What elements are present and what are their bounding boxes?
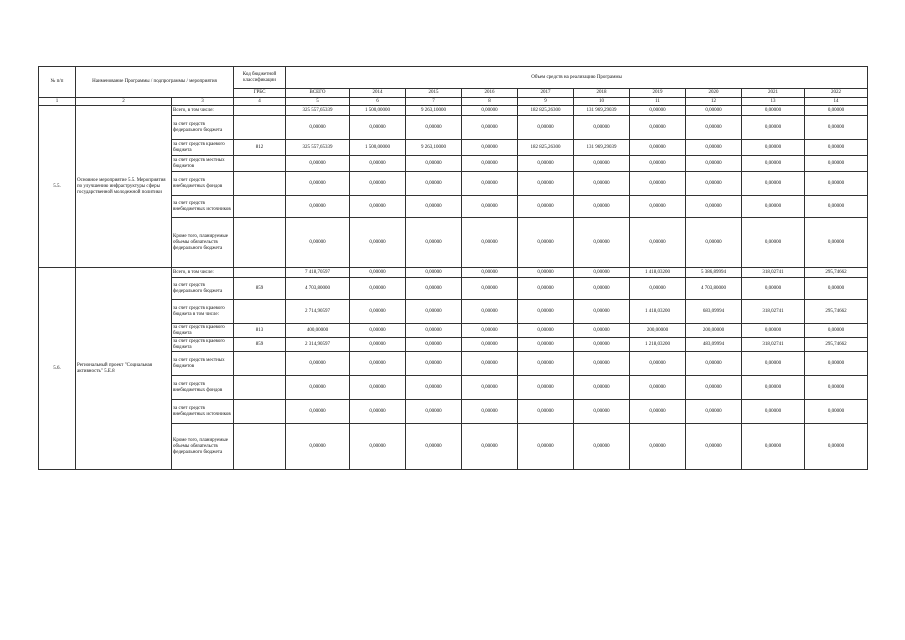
row-label: за счет средств федерального бюджета [172, 278, 234, 300]
value-cell: 0,00000 [462, 400, 518, 424]
index-cell: 3 [172, 98, 234, 106]
value-cell: 0,00000 [742, 218, 805, 268]
value-cell: 0,00000 [406, 400, 462, 424]
value-cell: 0,00000 [742, 352, 805, 376]
value-cell: 200,00000 [630, 324, 686, 338]
budget-table [38, 66, 868, 470]
value-cell: 0,00000 [686, 106, 742, 116]
value-cell: 0,00000 [406, 352, 462, 376]
section-number: 5.5. [39, 106, 76, 268]
value-cell: 0,00000 [406, 156, 462, 172]
row-grbs [234, 172, 286, 196]
value-cell: 0,00000 [805, 156, 868, 172]
row-grbs: 859 [234, 338, 286, 352]
value-cell: 0,00000 [686, 196, 742, 218]
value-cell: 4 703,80000 [286, 278, 350, 300]
value-cell: 0,00000 [350, 196, 406, 218]
value-cell: 0,00000 [350, 376, 406, 400]
value-cell: 1 218,03200 [630, 338, 686, 352]
value-cell: 683,09994 [686, 300, 742, 324]
value-cell: 0,00000 [350, 400, 406, 424]
row-label: Всего, в том числе: [172, 106, 234, 116]
index-cell: 7 [406, 98, 462, 106]
header-kbk: Код бюджетной классификации [234, 67, 286, 89]
value-cell: 0,00000 [462, 196, 518, 218]
value-cell: 0,00000 [686, 376, 742, 400]
value-cell: 0,00000 [686, 218, 742, 268]
row-grbs [234, 196, 286, 218]
value-cell: 0,00000 [686, 116, 742, 140]
value-cell: 0,00000 [805, 172, 868, 196]
value-cell: 0,00000 [574, 172, 630, 196]
value-cell: 0,00000 [406, 376, 462, 400]
value-cell: 0,00000 [574, 268, 630, 278]
value-cell: 0,00000 [518, 376, 574, 400]
row-grbs [234, 424, 286, 470]
row-grbs [234, 268, 286, 278]
value-cell: 0,00000 [742, 278, 805, 300]
value-cell: 131 969,29039 [574, 106, 630, 116]
value-cell: 1 500,00000 [350, 140, 406, 156]
value-cell: 0,00000 [805, 196, 868, 218]
row-label: Кроме того, планируемые объемы обязательств федерального бюджета [172, 218, 234, 268]
value-cell: 0,00000 [742, 172, 805, 196]
value-cell: 0,00000 [518, 352, 574, 376]
index-cell: 8 [462, 98, 518, 106]
row-grbs [234, 218, 286, 268]
value-cell: 0,00000 [630, 352, 686, 376]
value-cell: 0,00000 [462, 300, 518, 324]
value-cell: 0,00000 [630, 196, 686, 218]
value-cell: 2 714,90597 [286, 300, 350, 324]
value-cell: 0,00000 [805, 400, 868, 424]
value-cell: 295,74662 [805, 268, 868, 278]
section-name: Основное мероприятие 5.5. Мероприятия по улучшению инфраструктуры сферы государственной молодежной политики [76, 106, 172, 268]
value-cell: 483,09994 [686, 338, 742, 352]
row-grbs [234, 376, 286, 400]
value-cell: 295,74662 [805, 338, 868, 352]
table-row [39, 268, 868, 278]
value-cell: 0,00000 [805, 218, 868, 268]
index-cell: 6 [350, 98, 406, 106]
header-col-9: 2022 [805, 89, 868, 98]
value-cell: 0,00000 [286, 400, 350, 424]
value-cell: 0,00000 [686, 352, 742, 376]
index-cell: 4 [234, 98, 286, 106]
value-cell: 0,00000 [574, 352, 630, 376]
row-grbs [234, 156, 286, 172]
row-label: Всего, в том числе: [172, 268, 234, 278]
value-cell: 0,00000 [462, 338, 518, 352]
row-label: за счет средств внебюджетных источников [172, 400, 234, 424]
value-cell: 0,00000 [406, 172, 462, 196]
value-cell: 0,00000 [574, 324, 630, 338]
value-cell: 0,00000 [574, 338, 630, 352]
row-grbs [234, 352, 286, 376]
value-cell: 0,00000 [630, 156, 686, 172]
value-cell: 0,00000 [805, 424, 868, 470]
value-cell: 0,00000 [742, 156, 805, 172]
value-cell: 0,00000 [630, 424, 686, 470]
value-cell: 0,00000 [518, 196, 574, 218]
row-grbs: 812 [234, 140, 286, 156]
row-grbs [234, 116, 286, 140]
value-cell: 325 557,65339 [286, 106, 350, 116]
value-cell: 0,00000 [462, 376, 518, 400]
header-col-4: 2017 [518, 89, 574, 98]
value-cell: 0,00000 [406, 116, 462, 140]
row-label: за счет средств краевого бюджета [172, 140, 234, 156]
value-cell: 0,00000 [350, 116, 406, 140]
value-cell: 0,00000 [630, 218, 686, 268]
index-cell: 5 [286, 98, 350, 106]
value-cell: 0,00000 [518, 116, 574, 140]
value-cell: 0,00000 [518, 156, 574, 172]
value-cell: 0,00000 [518, 278, 574, 300]
value-cell: 2 314,90597 [286, 338, 350, 352]
row-label: за счет средств краевого бюджета в том числе: [172, 300, 234, 324]
value-cell: 0,00000 [742, 116, 805, 140]
value-cell: 0,00000 [350, 324, 406, 338]
index-cell: 2 [76, 98, 172, 106]
header-volume: Объем средств на реализацию Программы [286, 67, 868, 89]
value-cell: 0,00000 [805, 106, 868, 116]
value-cell: 318,02741 [742, 268, 805, 278]
value-cell: 0,00000 [462, 218, 518, 268]
value-cell: 0,00000 [686, 424, 742, 470]
value-cell: 0,00000 [518, 338, 574, 352]
value-cell: 0,00000 [518, 424, 574, 470]
index-cell: 14 [805, 98, 868, 106]
value-cell: 0,00000 [574, 300, 630, 324]
value-cell: 0,00000 [630, 278, 686, 300]
value-cell: 0,00000 [462, 268, 518, 278]
header-col-7: 2020 [686, 89, 742, 98]
row-label: за счет средств краевого бюджета [172, 338, 234, 352]
header-col-5: 2018 [574, 89, 630, 98]
value-cell: 0,00000 [406, 196, 462, 218]
value-cell: 0,00000 [406, 424, 462, 470]
value-cell: 182 825,26300 [518, 106, 574, 116]
index-cell: 11 [630, 98, 686, 106]
row-label: за счет средств местных бюджетов [172, 156, 234, 172]
value-cell: 0,00000 [462, 278, 518, 300]
value-cell: 0,00000 [742, 324, 805, 338]
value-cell: 0,00000 [742, 424, 805, 470]
table-row [39, 106, 868, 116]
value-cell: 0,00000 [630, 106, 686, 116]
value-cell: 0,00000 [805, 140, 868, 156]
value-cell: 0,00000 [805, 352, 868, 376]
value-cell: 0,00000 [742, 400, 805, 424]
header-col-1: 2014 [350, 89, 406, 98]
value-cell: 0,00000 [630, 140, 686, 156]
value-cell: 0,00000 [805, 376, 868, 400]
table-body [39, 67, 868, 470]
value-cell: 0,00000 [286, 352, 350, 376]
row-grbs: 813 [234, 324, 286, 338]
value-cell: 0,00000 [406, 278, 462, 300]
value-cell: 0,00000 [286, 218, 350, 268]
value-cell: 0,00000 [630, 376, 686, 400]
value-cell: 0,00000 [350, 352, 406, 376]
row-label: за счет средств краевого бюджета [172, 324, 234, 338]
value-cell: 0,00000 [350, 268, 406, 278]
value-cell: 0,00000 [286, 116, 350, 140]
index-cell: 10 [574, 98, 630, 106]
section-number: 5.6. [39, 268, 76, 470]
header-grbs: ГРБС [234, 89, 286, 98]
value-cell: 5 386,89994 [686, 268, 742, 278]
value-cell: 0,00000 [574, 156, 630, 172]
header-col-0: ВСЕГО [286, 89, 350, 98]
value-cell: 0,00000 [518, 172, 574, 196]
value-cell: 0,00000 [518, 400, 574, 424]
value-cell: 325 557,65339 [286, 140, 350, 156]
row-label: за счет средств внебюджетных фондов [172, 376, 234, 400]
value-cell: 0,00000 [462, 172, 518, 196]
value-cell: 0,00000 [350, 278, 406, 300]
value-cell: 0,00000 [742, 106, 805, 116]
value-cell: 0,00000 [350, 424, 406, 470]
value-cell: 1 418,03200 [630, 300, 686, 324]
index-cell: 1 [39, 98, 76, 106]
index-row [39, 98, 868, 106]
value-cell: 0,00000 [574, 196, 630, 218]
value-cell: 9 263,10000 [406, 106, 462, 116]
value-cell: 318,02741 [742, 300, 805, 324]
value-cell: 0,00000 [462, 352, 518, 376]
value-cell: 0,00000 [286, 172, 350, 196]
value-cell: 0,00000 [462, 324, 518, 338]
value-cell: 0,00000 [406, 218, 462, 268]
value-cell: 400,00000 [286, 324, 350, 338]
section-name: Региональный проект "Социальная активность" 5.Е.8 [76, 268, 172, 470]
header-row-1 [39, 67, 868, 89]
value-cell: 0,00000 [805, 116, 868, 140]
value-cell: 0,00000 [742, 196, 805, 218]
value-cell: 0,00000 [742, 140, 805, 156]
value-cell: 0,00000 [686, 156, 742, 172]
value-cell: 1 418,03200 [630, 268, 686, 278]
row-grbs: 859 [234, 278, 286, 300]
value-cell: 0,00000 [686, 172, 742, 196]
value-cell: 318,02741 [742, 338, 805, 352]
index-cell: 9 [518, 98, 574, 106]
value-cell: 0,00000 [350, 156, 406, 172]
value-cell: 0,00000 [574, 400, 630, 424]
value-cell: 0,00000 [350, 338, 406, 352]
value-cell: 9 263,10000 [406, 140, 462, 156]
row-grbs [234, 300, 286, 324]
value-cell: 0,00000 [350, 300, 406, 324]
value-cell: 0,00000 [518, 300, 574, 324]
header-num: № п/п [39, 67, 76, 98]
row-label: за счет средств внебюджетных фондов [172, 172, 234, 196]
value-cell: 0,00000 [518, 324, 574, 338]
value-cell: 131 969,29039 [574, 140, 630, 156]
row-label: за счет средств внебюджетных источников [172, 196, 234, 218]
document-page [38, 66, 868, 470]
value-cell: 0,00000 [286, 196, 350, 218]
row-grbs [234, 106, 286, 116]
value-cell: 0,00000 [574, 376, 630, 400]
value-cell: 0,00000 [630, 116, 686, 140]
value-cell: 0,00000 [574, 116, 630, 140]
value-cell: 0,00000 [630, 172, 686, 196]
value-cell: 0,00000 [406, 324, 462, 338]
value-cell: 0,00000 [406, 300, 462, 324]
value-cell: 0,00000 [686, 400, 742, 424]
value-cell: 0,00000 [462, 140, 518, 156]
value-cell: 0,00000 [518, 218, 574, 268]
value-cell: 1 500,00000 [350, 106, 406, 116]
value-cell: 0,00000 [350, 172, 406, 196]
value-cell: 0,00000 [406, 338, 462, 352]
value-cell: 0,00000 [350, 218, 406, 268]
value-cell: 0,00000 [574, 424, 630, 470]
value-cell: 0,00000 [742, 376, 805, 400]
header-col-2: 2015 [406, 89, 462, 98]
value-cell: 0,00000 [574, 218, 630, 268]
value-cell: 0,00000 [286, 376, 350, 400]
value-cell: 295,74662 [805, 300, 868, 324]
row-grbs [234, 400, 286, 424]
value-cell: 0,00000 [805, 278, 868, 300]
value-cell: 0,00000 [462, 424, 518, 470]
index-cell: 13 [742, 98, 805, 106]
header-col-8: 2021 [742, 89, 805, 98]
header-col-3: 2016 [462, 89, 518, 98]
value-cell: 4 703,80000 [686, 278, 742, 300]
value-cell: 0,00000 [518, 268, 574, 278]
value-cell: 0,00000 [805, 324, 868, 338]
row-label: за счет средств федерального бюджета [172, 116, 234, 140]
value-cell: 0,00000 [406, 268, 462, 278]
value-cell: 0,00000 [462, 156, 518, 172]
value-cell: 7 418,70597 [286, 268, 350, 278]
row-label: за счет средств местных бюджетов [172, 352, 234, 376]
value-cell: 0,00000 [686, 140, 742, 156]
value-cell: 0,00000 [462, 116, 518, 140]
value-cell: 0,00000 [286, 424, 350, 470]
header-col-6: 2019 [630, 89, 686, 98]
row-label: Кроме того, планируемые объемы обязательств федерального бюджета [172, 424, 234, 470]
value-cell: 200,00000 [686, 324, 742, 338]
header-name: Наименование Программы / подпрограммы / мероприятия [76, 67, 234, 98]
value-cell: 0,00000 [630, 400, 686, 424]
value-cell: 0,00000 [462, 106, 518, 116]
index-cell: 12 [686, 98, 742, 106]
value-cell: 0,00000 [574, 278, 630, 300]
value-cell: 0,00000 [286, 156, 350, 172]
value-cell: 182 825,26300 [518, 140, 574, 156]
